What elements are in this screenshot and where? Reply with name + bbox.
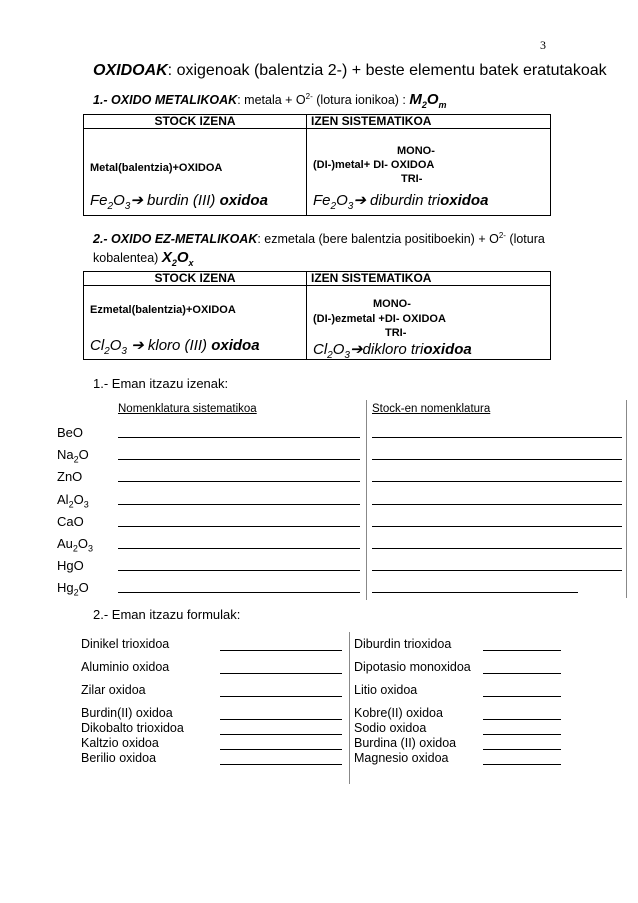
section2-text2: (lotura [505, 232, 545, 247]
compound-name-left: Dikobalto trioxidoa [81, 721, 184, 735]
compound-label: $Au_2O_3$ [57, 536, 94, 554]
formula-answer-line-left[interactable] [220, 696, 342, 697]
section2-heading: 2.- OXIDO EZ-METALIKOAK [93, 232, 258, 247]
compound-name-right: Sodio oxidoa [354, 721, 427, 735]
section2-mono: MONO- [373, 298, 411, 310]
formula-answer-line-right[interactable] [483, 696, 561, 697]
section2-example-stock: $Cl_2O_3$ ➔ kloro (III) oxidoa [90, 337, 260, 357]
section1-table [83, 114, 551, 216]
section1-di: (DI-)metal+ DI- OXIDOA [313, 159, 435, 171]
formula-answer-line-right[interactable] [483, 764, 561, 765]
answer-line-systematic[interactable] [118, 459, 360, 460]
section2-text: : ezmetala (bere balentzia positiboekin) + O [257, 232, 499, 247]
answer-line-systematic[interactable] [118, 504, 360, 505]
exercise1-header-stock: Stock-en nomenklatura [372, 403, 491, 415]
section1-text: : metala + O [237, 93, 306, 107]
exercise1-title: 1.- Eman itzazu izenak: [93, 376, 229, 391]
section1-heading-line [93, 91, 447, 110]
formula-answer-line-left[interactable] [220, 719, 342, 720]
section2-rule: Ezmetal(balentzia)+OXIDOA [90, 304, 236, 316]
exercise1-right-border [626, 400, 627, 598]
answer-line-systematic[interactable] [118, 526, 360, 527]
exercise1-header-sys: Nomenklatura sistematikoa [118, 403, 257, 415]
formula-answer-line-right[interactable] [483, 734, 561, 735]
section1-sys-cell [307, 129, 551, 216]
page-title [93, 62, 607, 80]
compound-name-left: Zilar oxidoa [81, 683, 146, 697]
section2-table [83, 271, 551, 360]
compound-name-left: Aluminio oxidoa [81, 660, 170, 674]
section2-tri: TRI- [385, 327, 407, 339]
page-number: 3 [540, 38, 546, 52]
section1-example-stock: $Fe_2O_3➔$ burdin (III) oxidoa [90, 192, 268, 212]
answer-line-stock[interactable] [372, 570, 622, 571]
section1-mono: MONO- [397, 145, 435, 157]
formula-answer-line-right[interactable] [483, 650, 561, 651]
compound-name-right: Dipotasio monoxidoa [354, 660, 471, 674]
section1-tri: TRI- [401, 173, 423, 185]
answer-line-systematic[interactable] [118, 570, 360, 571]
section2-sys-cell [307, 286, 551, 360]
compound-name-right: Litio oxidoa [354, 683, 418, 697]
compound-label: $Na_2O$ [57, 447, 89, 465]
section2-heading-line2 [93, 249, 194, 268]
answer-line-stock[interactable] [372, 592, 578, 593]
section1-formula: $M_2O_m$ [409, 91, 447, 110]
section1-rule: Metal(balentzia)+OXIDOA [90, 162, 223, 174]
answer-line-systematic[interactable] [118, 437, 360, 438]
section1-stock-cell [84, 129, 307, 216]
compound-label: CaO [57, 513, 84, 529]
compound-label: ZnO [57, 469, 83, 485]
compound-name-right: Kobre(II) oxidoa [354, 706, 443, 720]
answer-line-stock[interactable] [372, 548, 622, 549]
answer-line-systematic[interactable] [118, 592, 360, 593]
compound-name-right: Diburdin trioxidoa [354, 637, 452, 651]
answer-line-stock[interactable] [372, 459, 622, 460]
answer-line-stock[interactable] [372, 504, 622, 505]
formula-answer-line-left[interactable] [220, 764, 342, 765]
section2-heading-line [93, 231, 545, 246]
compound-name-left: Kaltzio oxidoa [81, 736, 159, 750]
section1-sup: 2- [305, 91, 313, 101]
formula-answer-line-right[interactable] [483, 673, 561, 674]
formula-answer-line-left[interactable] [220, 650, 342, 651]
exercise2-divider [349, 632, 350, 784]
section1-col-stock: STOCK IZENA [84, 115, 307, 129]
compound-name-left: Berilio oxidoa [81, 751, 157, 765]
answer-line-stock[interactable] [372, 437, 622, 438]
section1-text2: (lotura ionikoa) : [312, 93, 410, 107]
section2-col-stock: STOCK IZENA [84, 272, 307, 286]
title-rest: : oxigenoak (balentzia 2-) + beste elementu batek eratutakoak [167, 62, 607, 79]
answer-line-stock[interactable] [372, 481, 622, 482]
section2-col-sys: IZEN SISTEMATIKOA [307, 272, 551, 286]
section2-line2: kobalentea) [93, 251, 162, 265]
exercise1-divider [366, 400, 367, 600]
section1-heading: 1.- OXIDO METALIKOAK [93, 93, 238, 107]
formula-answer-line-left[interactable] [220, 749, 342, 750]
answer-line-systematic[interactable] [118, 481, 360, 482]
section2-stock-cell [84, 286, 307, 360]
section1-col-sys: IZEN SISTEMATIKOA [307, 115, 551, 129]
compound-label: $Al_2O_3$ [57, 491, 89, 510]
compound-name-right: Magnesio oxidoa [354, 751, 449, 765]
section2-sup: 2- [498, 231, 506, 240]
formula-answer-line-left[interactable] [220, 734, 342, 735]
exercise2-title: 2.- Eman itzazu formulak: [93, 607, 241, 622]
formula-answer-line-right[interactable] [483, 749, 561, 750]
title-bold: OXIDOAK [93, 62, 168, 79]
compound-name-right: Burdina (II) oxidoa [354, 736, 457, 750]
formula-answer-line-left[interactable] [220, 673, 342, 674]
section2-formula: $X_2O_x$ [161, 249, 194, 268]
section2-di: (DI-)ezmetal +DI- OXIDOA [313, 313, 446, 325]
answer-line-stock[interactable] [372, 526, 622, 527]
section2-example-sys: $Cl_2O_3➔dikloro$ trioxidoa [313, 341, 472, 361]
compound-label: $Hg_2O$ [57, 580, 89, 598]
compound-name-left: Dinikel trioxidoa [81, 637, 170, 651]
compound-label: HgO [57, 558, 84, 574]
compound-name-left: Burdin(II) oxidoa [81, 706, 173, 720]
answer-line-systematic[interactable] [118, 548, 360, 549]
section1-example-sys: $Fe_2O_3➔$ diburdin trioxidoa [313, 192, 489, 212]
compound-label: BeO [57, 425, 84, 440]
formula-answer-line-right[interactable] [483, 719, 561, 720]
